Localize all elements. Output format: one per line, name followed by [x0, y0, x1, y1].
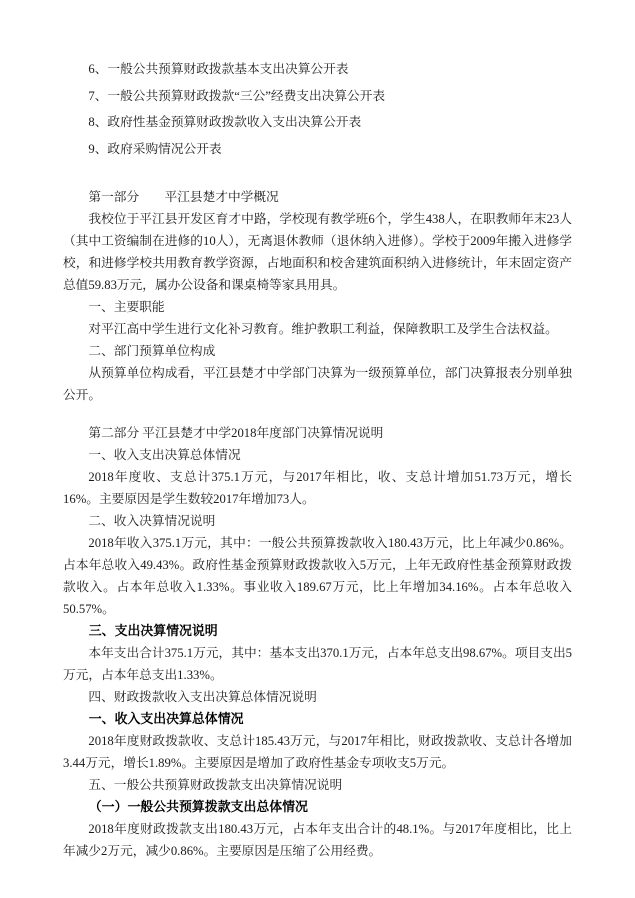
heading: 三、支出决算情况说明	[88, 623, 218, 638]
list-item: 7、一般公共预算财政拨款“三公”经费支出决算公开表	[88, 88, 386, 103]
heading: 二、部门预算单位构成	[88, 344, 216, 358]
paragraph: 从预算单位构成看，平江县楚才中学部门决算为一级预算单位，部门决算报表分别单独公开。	[63, 366, 572, 402]
paragraph: 2018年度财政拨款收、支总计185.43万元，与2017年相比，财政拨款收、支总计各增加3.44万元，增长1.89%。主要原因是增加了政府性基金专项收支5万元。	[63, 734, 572, 770]
document-body	[63, 186, 572, 862]
appendix-table-list	[63, 56, 572, 162]
list-item: 9、政府采购情况公开表	[88, 141, 222, 156]
heading: 一、收入支出决算总体情况	[88, 711, 244, 726]
paragraph: 2018年度财政拨款支出180.43万元，占本年支出合计的48.1%。与2017年度相比，比上年减少2万元，减少0.86%。主要原因是压缩了公用经费。	[63, 822, 572, 858]
paragraph: 对平江高中学生进行文化补习教育。维护教职工利益，保障教职工及学生合法权益。	[88, 322, 558, 336]
paragraph: 2018年度收、支总计375.1万元，与2017年相比，收、支总计增加51.73万元，增长16%。主要原因是学生数较2017年增加73人。	[63, 470, 572, 506]
heading: （一）一般公共预算拨款支出总体情况	[88, 799, 308, 814]
heading: 一、主要职能	[88, 300, 165, 314]
heading: 二、收入决算情况说明	[88, 514, 216, 528]
heading: 五、一般公共预算财政拨款支出决算情况说明	[88, 778, 343, 792]
paragraph: 我校位于平江县开发区育才中路，学校现有教学班6个，学生438人，在职教师年末23人（其中工资编制在进修的10人），无离退休教师（退休纳入进修）。学校于2009年搬入进修学校，和进修学校共用教育教学资源，占地面积和校舍建筑面积纳入进修统计，年末固定资产总值59.83万元，属办公设备和课桌椅等家具用具。	[63, 212, 572, 292]
heading: 四、财政拨款收入支出决算总体情况说明	[88, 690, 317, 704]
paragraph: 2018年收入375.1万元，其中：一般公共预算拨款收入180.43万元，比上年减少0.86%。占本年总收入49.43%。政府性基金预算财政拨款收入5万元，上年无政府性基金预算财政拨款收入。占本年总收入1.33%。事业收入189.67万元，比上年增加34.16%。占本年总收入50.57%。	[63, 536, 572, 616]
section-title: 第二部分 平江县楚才中学2018年度部门决算情况说明	[88, 426, 384, 440]
list-item: 8、政府性基金预算财政拨款收入支出决算公开表	[88, 115, 362, 129]
list-item: 6、一般公共预算财政拨款基本支出决算公开表	[88, 62, 349, 76]
heading: 一、收入支出决算总体情况	[88, 448, 241, 462]
paragraph: 本年支出合计375.1万元，其中：基本支出370.1万元，占本年总支出98.67%。项目支出5万元，占本年总支出1.33%。	[63, 646, 572, 682]
section-title: 第一部分 平江县楚才中学概况	[88, 190, 279, 204]
